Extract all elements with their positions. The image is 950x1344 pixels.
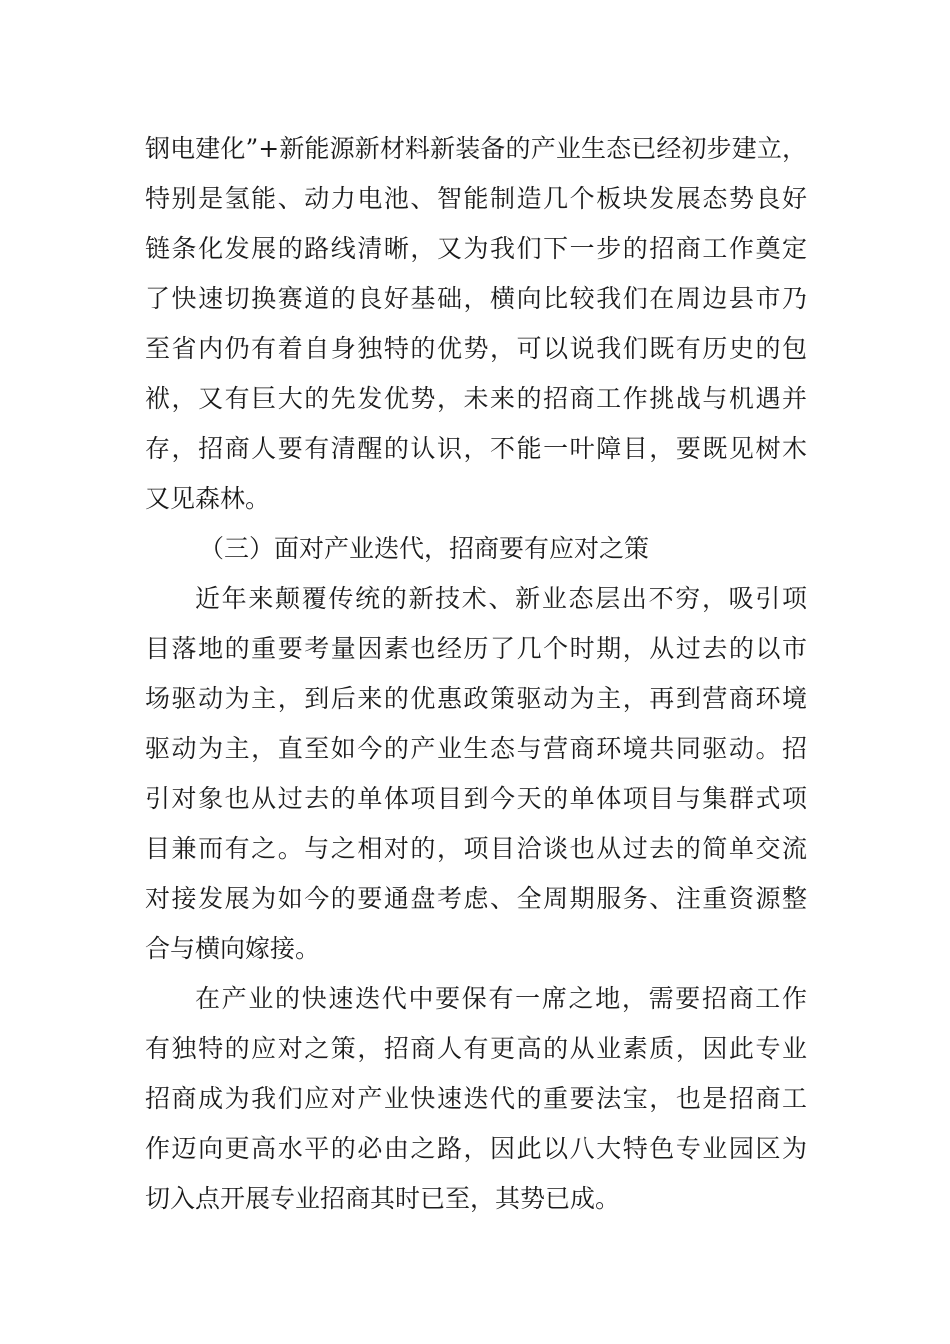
paragraph-2-line-2: 目落地的重要考量因素也经历了几个时期，从过去的以市 xyxy=(145,634,807,663)
paragraph-1-line-1: 钢电建化”+新能源新材料新装备的产业生态已经初步建立， xyxy=(145,134,807,163)
paragraph-3-line-4: 作迈向更高水平的必由之路，因此以八大特色专业园区为 xyxy=(145,1134,807,1163)
paragraph-2-line-7: 对接发展为如今的要通盘考虑、全周期服务、注重资源整 xyxy=(145,884,807,913)
paragraph-2-line-5: 引对象也从过去的单体项目到今天的单体项目与集群式项 xyxy=(145,784,807,813)
paragraph-1-line-3: 链条化发展的路线清晰，又为我们下一步的招商工作奠定 xyxy=(145,234,807,263)
paragraph-1-line-7: 存，招商人要有清醒的认识，不能一叶障目，要既见树木 xyxy=(145,434,807,463)
paragraph-1-line-8: 又见森林。 xyxy=(145,484,271,513)
paragraph-3-line-3: 招商成为我们应对产业快速迭代的重要法宝，也是招商工 xyxy=(145,1084,807,1113)
paragraph-3-line-2: 有独特的应对之策，招商人有更高的从业素质，因此专业 xyxy=(145,1034,807,1063)
section-heading: （三）面对产业迭代，招商要有应对之策 xyxy=(199,534,650,563)
paragraph-2-line-4: 驱动为主，直至如今的产业生态与营商环境共同驱动。招 xyxy=(145,734,807,763)
paragraph-1-line-2: 特别是氢能、动力电池、智能制造几个板块发展态势良好 xyxy=(145,184,807,213)
paragraph-3-line-5: 切入点开展专业招商其时已至，其势已成。 xyxy=(145,1184,621,1213)
paragraph-2-line-8: 合与横向嫁接。 xyxy=(145,934,321,963)
paragraph-1-line-4: 了快速切换赛道的良好基础，横向比较我们在周边县市乃 xyxy=(145,284,807,313)
paragraph-2-line-1: 近年来颠覆传统的新技术、新业态层出不穷，吸引项 xyxy=(195,584,807,613)
paragraph-2-line-6: 目兼而有之。与之相对的，项目洽谈也从过去的简单交流 xyxy=(145,834,807,863)
paragraph-1-line-6: 袱，又有巨大的先发优势，未来的招商工作挑战与机遇并 xyxy=(145,384,807,413)
paragraph-1-line-5: 至省内仍有着自身独特的优势，可以说我们既有历史的包 xyxy=(145,334,807,363)
paragraph-2-line-3: 场驱动为主，到后来的优惠政策驱动为主，再到营商环境 xyxy=(145,684,807,713)
paragraph-3-line-1: 在产业的快速迭代中要保有一席之地，需要招商工作 xyxy=(195,984,807,1013)
